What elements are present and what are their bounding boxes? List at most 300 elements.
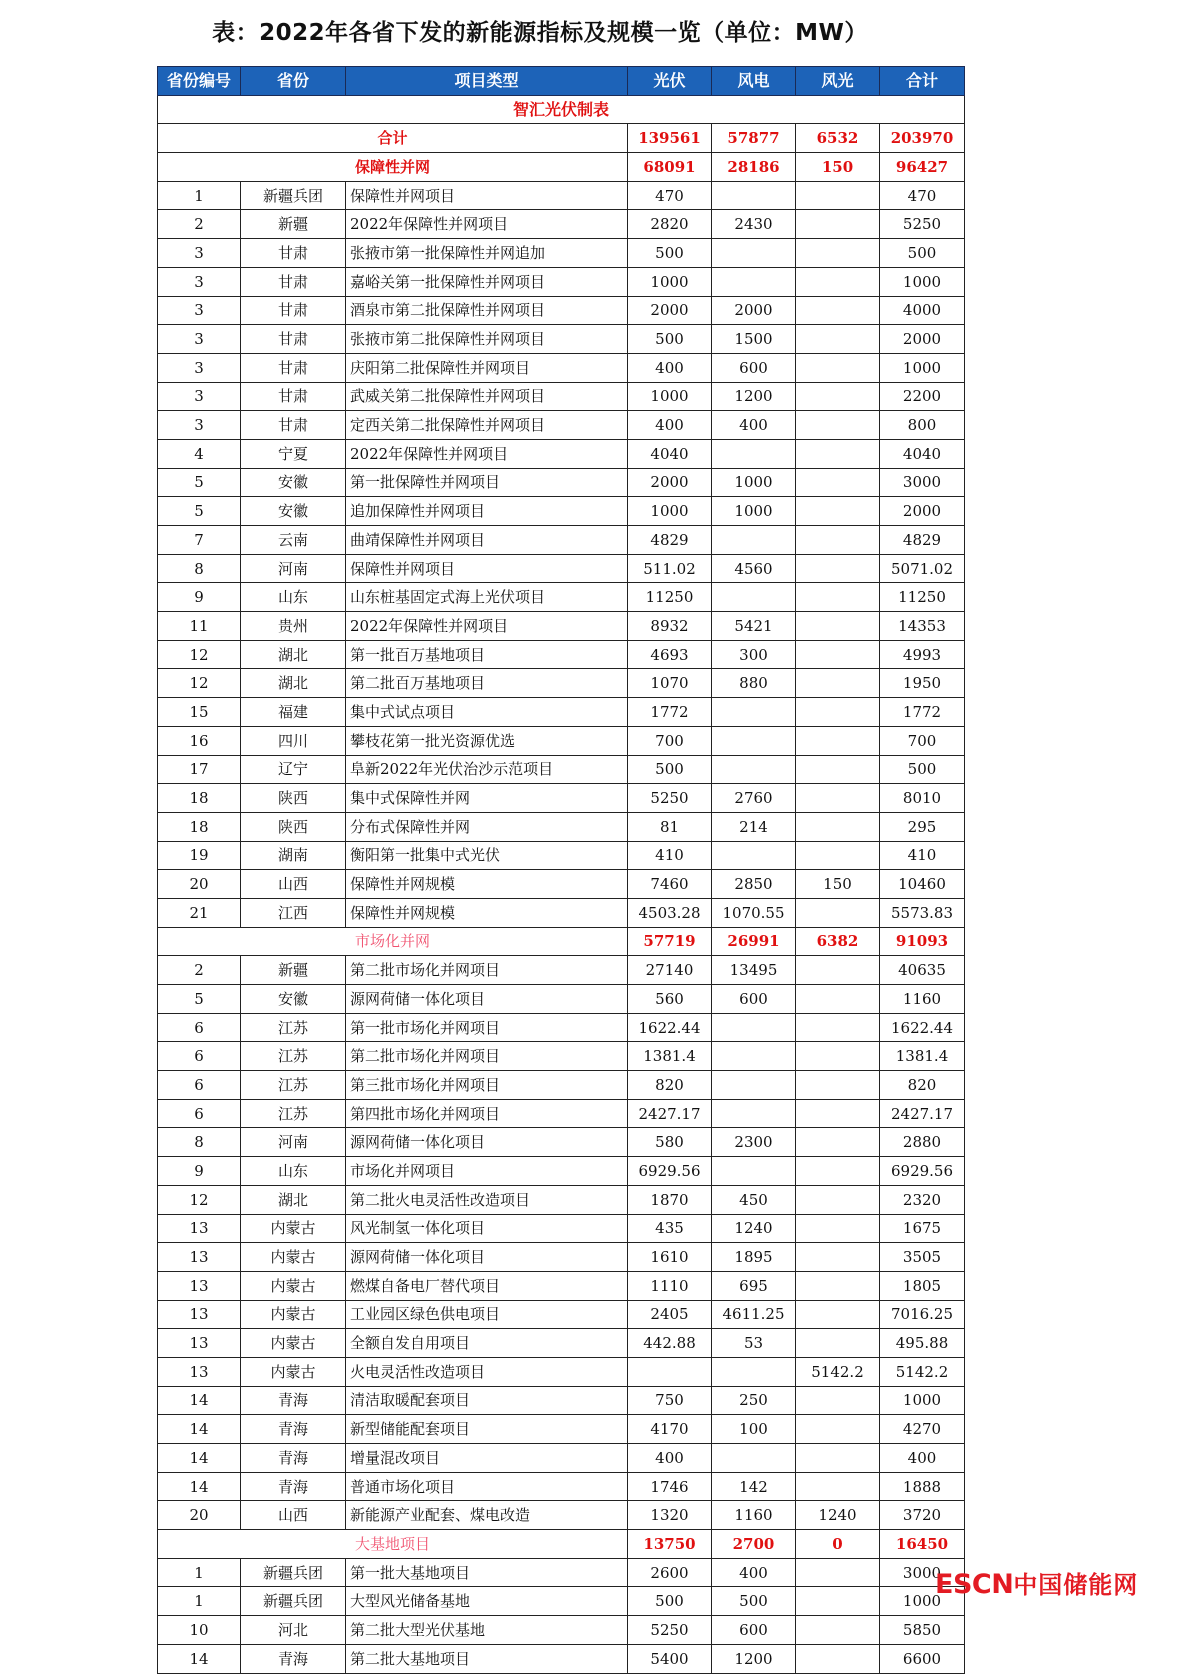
cell-total: 500 xyxy=(880,755,965,784)
cell-wind-pv: 1240 xyxy=(796,1501,880,1530)
cell-province: 河北 xyxy=(241,1616,346,1645)
cell-province: 安徽 xyxy=(241,468,346,497)
cell-wind-pv xyxy=(796,1099,880,1128)
cell-wind-pv xyxy=(796,181,880,210)
cell-pv: 400 xyxy=(628,1444,712,1473)
cell-project-type: 第二批大基地项目 xyxy=(346,1644,628,1673)
cell-wind: 600 xyxy=(712,1616,796,1645)
section-wind-pv: 150 xyxy=(796,153,880,182)
section-subtotal-row xyxy=(158,153,965,182)
table-row xyxy=(158,439,965,468)
cell-province: 湖北 xyxy=(241,640,346,669)
cell-project-type: 2022年保障性并网项目 xyxy=(346,210,628,239)
cell-project-type: 普通市场化项目 xyxy=(346,1472,628,1501)
cell-pv: 27140 xyxy=(628,956,712,985)
cell-wind: 300 xyxy=(712,640,796,669)
page-title: 表：2022年各省下发的新能源指标及规模一览（单位：MW） xyxy=(212,20,868,46)
cell-pv: 2427.17 xyxy=(628,1099,712,1128)
cell-project-type: 第二批市场化并网项目 xyxy=(346,956,628,985)
cell-pv: 435 xyxy=(628,1214,712,1243)
cell-province: 山西 xyxy=(241,1501,346,1530)
cell-wind: 100 xyxy=(712,1415,796,1444)
cell-province: 内蒙古 xyxy=(241,1357,346,1386)
table-row xyxy=(158,267,965,296)
cell-province: 青海 xyxy=(241,1415,346,1444)
cell-wind: 2760 xyxy=(712,784,796,813)
cell-wind-pv xyxy=(796,267,880,296)
section-wind-pv: 6382 xyxy=(796,927,880,956)
table-row xyxy=(158,898,965,927)
cell-pv: 470 xyxy=(628,181,712,210)
cell-pv: 2600 xyxy=(628,1558,712,1587)
cell-wind: 1200 xyxy=(712,382,796,411)
cell-total: 4000 xyxy=(880,296,965,325)
cell-wind-pv: 150 xyxy=(796,870,880,899)
cell-project-type: 追加保障性并网项目 xyxy=(346,497,628,526)
cell-project-type: 第一批百万基地项目 xyxy=(346,640,628,669)
cell-province: 福建 xyxy=(241,698,346,727)
cell-pv: 4829 xyxy=(628,526,712,555)
cell-province: 江苏 xyxy=(241,1071,346,1100)
cell-wind-pv xyxy=(796,1415,880,1444)
table-row xyxy=(158,583,965,612)
cell-total: 1160 xyxy=(880,985,965,1014)
cell-province-number: 3 xyxy=(158,267,241,296)
cell-project-type: 源网荷储一体化项目 xyxy=(346,985,628,1014)
cell-total: 1888 xyxy=(880,1472,965,1501)
cell-pv: 4040 xyxy=(628,439,712,468)
cell-project-type: 第三批市场化并网项目 xyxy=(346,1071,628,1100)
grand-total-sum: 203970 xyxy=(880,124,965,153)
cell-wind xyxy=(712,755,796,784)
cell-province-number: 18 xyxy=(158,784,241,813)
cell-province: 安徽 xyxy=(241,497,346,526)
cell-province-number: 13 xyxy=(158,1214,241,1243)
cell-project-type: 保障性并网项目 xyxy=(346,181,628,210)
cell-total: 2427.17 xyxy=(880,1099,965,1128)
cell-province: 内蒙古 xyxy=(241,1243,346,1272)
table-row xyxy=(158,1243,965,1272)
cell-province-number: 14 xyxy=(158,1415,241,1444)
cell-province: 青海 xyxy=(241,1444,346,1473)
cell-wind xyxy=(712,439,796,468)
cell-pv: 5400 xyxy=(628,1644,712,1673)
grand-total-label: 合计 xyxy=(158,124,628,153)
table-row xyxy=(158,181,965,210)
cell-wind-pv xyxy=(796,1616,880,1645)
cell-province: 江苏 xyxy=(241,1042,346,1071)
cell-project-type: 燃煤自备电厂替代项目 xyxy=(346,1271,628,1300)
cell-province-number: 7 xyxy=(158,526,241,555)
cell-total: 4829 xyxy=(880,526,965,555)
cell-total: 11250 xyxy=(880,583,965,612)
cell-province-number: 5 xyxy=(158,468,241,497)
table-row xyxy=(158,1386,965,1415)
cell-province-number: 5 xyxy=(158,497,241,526)
section-wind: 2700 xyxy=(712,1530,796,1559)
cell-province: 湖北 xyxy=(241,1185,346,1214)
table-row xyxy=(158,1013,965,1042)
cell-pv: 400 xyxy=(628,411,712,440)
cell-province-number: 3 xyxy=(158,353,241,382)
cell-pv: 1000 xyxy=(628,382,712,411)
cell-pv: 7460 xyxy=(628,870,712,899)
cell-province-number: 1 xyxy=(158,1558,241,1587)
cell-province: 甘肃 xyxy=(241,411,346,440)
cell-province: 湖北 xyxy=(241,669,346,698)
table-row xyxy=(158,1644,965,1673)
cell-province: 甘肃 xyxy=(241,267,346,296)
cell-province: 甘肃 xyxy=(241,296,346,325)
cell-wind: 1000 xyxy=(712,468,796,497)
table-row xyxy=(158,1214,965,1243)
cell-project-type: 曲靖保障性并网项目 xyxy=(346,526,628,555)
cell-wind: 2850 xyxy=(712,870,796,899)
cell-project-type: 清洁取暖配套项目 xyxy=(346,1386,628,1415)
cell-total: 4993 xyxy=(880,640,965,669)
table-row xyxy=(158,726,965,755)
cell-total: 2200 xyxy=(880,382,965,411)
cell-total: 3000 xyxy=(880,468,965,497)
table-row xyxy=(158,956,965,985)
cell-wind-pv xyxy=(796,1128,880,1157)
cell-wind xyxy=(712,1444,796,1473)
cell-province: 内蒙古 xyxy=(241,1300,346,1329)
cell-wind xyxy=(712,1013,796,1042)
cell-pv: 560 xyxy=(628,985,712,1014)
cell-wind: 5421 xyxy=(712,612,796,641)
table-row xyxy=(158,1587,965,1616)
table-row xyxy=(158,1415,965,1444)
cell-province-number: 3 xyxy=(158,325,241,354)
cell-pv: 580 xyxy=(628,1128,712,1157)
cell-total: 1381.4 xyxy=(880,1042,965,1071)
cell-wind-pv xyxy=(796,726,880,755)
cell-project-type: 保障性并网规模 xyxy=(346,898,628,927)
cell-project-type: 2022年保障性并网项目 xyxy=(346,439,628,468)
table-row xyxy=(158,526,965,555)
cell-total: 6600 xyxy=(880,1644,965,1673)
cell-total: 14353 xyxy=(880,612,965,641)
cell-wind-pv xyxy=(796,382,880,411)
cell-wind xyxy=(712,583,796,612)
cell-province-number: 3 xyxy=(158,382,241,411)
cell-project-type: 酒泉市第二批保障性并网项目 xyxy=(346,296,628,325)
cell-pv: 500 xyxy=(628,1587,712,1616)
cell-project-type: 保障性并网项目 xyxy=(346,554,628,583)
cell-wind: 600 xyxy=(712,353,796,382)
cell-province-number: 20 xyxy=(158,1501,241,1530)
cell-wind-pv xyxy=(796,1071,880,1100)
table-row xyxy=(158,554,965,583)
cell-project-type: 张掖市第一批保障性并网追加 xyxy=(346,239,628,268)
cell-province-number: 2 xyxy=(158,210,241,239)
cell-province: 四川 xyxy=(241,726,346,755)
cell-province: 江苏 xyxy=(241,1099,346,1128)
cell-province-number: 2 xyxy=(158,956,241,985)
grand-total-row xyxy=(158,124,965,153)
cell-project-type: 市场化并网项目 xyxy=(346,1157,628,1186)
cell-project-type: 第二批市场化并网项目 xyxy=(346,1042,628,1071)
cell-pv: 4503.28 xyxy=(628,898,712,927)
table-row xyxy=(158,1042,965,1071)
cell-project-type: 山东桩基固定式海上光伏项目 xyxy=(346,583,628,612)
cell-wind-pv: 5142.2 xyxy=(796,1357,880,1386)
cell-province-number: 13 xyxy=(158,1300,241,1329)
section-sum: 96427 xyxy=(880,153,965,182)
cell-pv: 1320 xyxy=(628,1501,712,1530)
cell-wind: 2300 xyxy=(712,1128,796,1157)
cell-wind-pv xyxy=(796,468,880,497)
table-row xyxy=(158,755,965,784)
cell-wind: 1500 xyxy=(712,325,796,354)
cell-province-number: 14 xyxy=(158,1472,241,1501)
cell-wind: 695 xyxy=(712,1271,796,1300)
cell-wind xyxy=(712,267,796,296)
cell-wind-pv xyxy=(796,554,880,583)
header-province: 省份 xyxy=(241,67,346,96)
cell-province-number: 12 xyxy=(158,640,241,669)
cell-pv: 1381.4 xyxy=(628,1042,712,1071)
indicator-table xyxy=(157,66,965,1674)
cell-wind: 500 xyxy=(712,1587,796,1616)
cell-project-type: 新能源产业配套、煤电改造 xyxy=(346,1501,628,1530)
table-row xyxy=(158,1185,965,1214)
cell-province-number: 14 xyxy=(158,1444,241,1473)
cell-wind-pv xyxy=(796,956,880,985)
cell-project-type: 大型风光储备基地 xyxy=(346,1587,628,1616)
header-province-number: 省份编号 xyxy=(158,67,241,96)
cell-province: 甘肃 xyxy=(241,325,346,354)
grand-total-wind-pv: 6532 xyxy=(796,124,880,153)
table-row xyxy=(158,640,965,669)
cell-wind-pv xyxy=(796,640,880,669)
section-name: 大基地项目 xyxy=(158,1530,628,1559)
cell-pv: 1870 xyxy=(628,1185,712,1214)
table-row xyxy=(158,1444,965,1473)
header-row xyxy=(158,67,965,96)
cell-wind: 1240 xyxy=(712,1214,796,1243)
cell-total: 4270 xyxy=(880,1415,965,1444)
cell-project-type: 第二批大型光伏基地 xyxy=(346,1616,628,1645)
cell-wind-pv xyxy=(796,210,880,239)
cell-wind: 2430 xyxy=(712,210,796,239)
cell-province-number: 12 xyxy=(158,1185,241,1214)
cell-total: 1622.44 xyxy=(880,1013,965,1042)
cell-province: 辽宁 xyxy=(241,755,346,784)
cell-province-number: 19 xyxy=(158,841,241,870)
cell-pv: 1110 xyxy=(628,1271,712,1300)
cell-project-type: 源网荷储一体化项目 xyxy=(346,1243,628,1272)
cell-province-number: 13 xyxy=(158,1271,241,1300)
cell-pv: 750 xyxy=(628,1386,712,1415)
cell-wind-pv xyxy=(796,1329,880,1358)
cell-project-type: 火电灵活性改造项目 xyxy=(346,1357,628,1386)
table-row xyxy=(158,1501,965,1530)
cell-total: 10460 xyxy=(880,870,965,899)
table-row xyxy=(158,382,965,411)
cell-province: 新疆兵团 xyxy=(241,1558,346,1587)
cell-province-number: 1 xyxy=(158,1587,241,1616)
cell-pv: 500 xyxy=(628,755,712,784)
section-pv: 57719 xyxy=(628,927,712,956)
cell-province-number: 3 xyxy=(158,411,241,440)
cell-wind-pv xyxy=(796,612,880,641)
cell-total: 5850 xyxy=(880,1616,965,1645)
cell-pv: 1622.44 xyxy=(628,1013,712,1042)
cell-wind-pv xyxy=(796,439,880,468)
cell-wind xyxy=(712,726,796,755)
cell-wind: 142 xyxy=(712,1472,796,1501)
cell-province-number: 13 xyxy=(158,1357,241,1386)
table-row xyxy=(158,870,965,899)
table-row xyxy=(158,1099,965,1128)
table-row xyxy=(158,812,965,841)
cell-pv: 1000 xyxy=(628,267,712,296)
cell-project-type: 攀枝花第一批光资源优选 xyxy=(346,726,628,755)
cell-wind-pv xyxy=(796,1300,880,1329)
cell-total: 3000 xyxy=(880,1558,965,1587)
cell-province-number: 8 xyxy=(158,1128,241,1157)
cell-total: 1000 xyxy=(880,1386,965,1415)
cell-wind: 400 xyxy=(712,411,796,440)
cell-wind-pv xyxy=(796,411,880,440)
table-row xyxy=(158,468,965,497)
cell-province: 贵州 xyxy=(241,612,346,641)
table-row xyxy=(158,1329,965,1358)
cell-pv: 81 xyxy=(628,812,712,841)
cell-province-number: 8 xyxy=(158,554,241,583)
cell-total: 2880 xyxy=(880,1128,965,1157)
logo-chinese: 中国储能网 xyxy=(1013,1571,1139,1599)
header-total: 合计 xyxy=(880,67,965,96)
cell-province: 河南 xyxy=(241,1128,346,1157)
table-row xyxy=(158,784,965,813)
cell-province: 新疆 xyxy=(241,210,346,239)
cell-wind-pv xyxy=(796,1185,880,1214)
cell-pv: 1000 xyxy=(628,497,712,526)
cell-wind: 1160 xyxy=(712,1501,796,1530)
cell-wind-pv xyxy=(796,353,880,382)
cell-province: 青海 xyxy=(241,1472,346,1501)
cell-wind-pv xyxy=(796,1472,880,1501)
cell-pv: 511.02 xyxy=(628,554,712,583)
cell-province: 河南 xyxy=(241,554,346,583)
cell-province-number: 17 xyxy=(158,755,241,784)
cell-province-number: 18 xyxy=(158,812,241,841)
cell-pv: 8932 xyxy=(628,612,712,641)
cell-province: 陕西 xyxy=(241,784,346,813)
cell-project-type: 第四批市场化并网项目 xyxy=(346,1099,628,1128)
cell-wind-pv xyxy=(796,1013,880,1042)
cell-wind: 880 xyxy=(712,669,796,698)
cell-province: 江西 xyxy=(241,898,346,927)
cell-total: 1675 xyxy=(880,1214,965,1243)
section-subtotal-row xyxy=(158,927,965,956)
cell-project-type: 工业园区绿色供电项目 xyxy=(346,1300,628,1329)
cell-province-number: 5 xyxy=(158,985,241,1014)
cell-wind-pv xyxy=(796,898,880,927)
cell-wind-pv xyxy=(796,1558,880,1587)
cell-total: 500 xyxy=(880,239,965,268)
cell-total: 2000 xyxy=(880,325,965,354)
cell-wind xyxy=(712,698,796,727)
header-pv: 光伏 xyxy=(628,67,712,96)
cell-province: 山东 xyxy=(241,1157,346,1186)
cell-province-number: 14 xyxy=(158,1644,241,1673)
cell-wind-pv xyxy=(796,239,880,268)
table-row xyxy=(158,1472,965,1501)
section-sum: 91093 xyxy=(880,927,965,956)
cell-wind-pv xyxy=(796,1042,880,1071)
section-wind: 28186 xyxy=(712,153,796,182)
table-row xyxy=(158,1357,965,1386)
cell-total: 5071.02 xyxy=(880,554,965,583)
cell-wind xyxy=(712,1042,796,1071)
banner-text: 智汇光伏制表 xyxy=(158,95,965,124)
cell-project-type: 定西关第二批保障性并网项目 xyxy=(346,411,628,440)
cell-wind-pv xyxy=(796,497,880,526)
table-row xyxy=(158,296,965,325)
cell-total: 5142.2 xyxy=(880,1357,965,1386)
section-name: 市场化并网 xyxy=(158,927,628,956)
table-row xyxy=(158,1271,965,1300)
cell-province: 新疆 xyxy=(241,956,346,985)
cell-total: 800 xyxy=(880,411,965,440)
cell-province-number: 14 xyxy=(158,1386,241,1415)
section-wind-pv: 0 xyxy=(796,1530,880,1559)
cell-pv: 5250 xyxy=(628,784,712,813)
cell-wind-pv xyxy=(796,755,880,784)
cell-total: 1000 xyxy=(880,353,965,382)
cell-pv xyxy=(628,1357,712,1386)
table-row xyxy=(158,1558,965,1587)
header-wind-pv: 风光 xyxy=(796,67,880,96)
cell-wind: 53 xyxy=(712,1329,796,1358)
cell-pv: 700 xyxy=(628,726,712,755)
cell-province: 内蒙古 xyxy=(241,1271,346,1300)
cell-province: 宁夏 xyxy=(241,439,346,468)
table-row xyxy=(158,210,965,239)
cell-wind xyxy=(712,1099,796,1128)
cell-wind-pv xyxy=(796,296,880,325)
cell-province: 甘肃 xyxy=(241,239,346,268)
cell-total: 1000 xyxy=(880,267,965,296)
cell-total: 1000 xyxy=(880,1587,965,1616)
cell-project-type: 第一批保障性并网项目 xyxy=(346,468,628,497)
cell-wind xyxy=(712,841,796,870)
section-pv: 13750 xyxy=(628,1530,712,1559)
table-row xyxy=(158,1300,965,1329)
cell-province-number: 9 xyxy=(158,1157,241,1186)
cell-project-type: 衡阳第一批集中式光伏 xyxy=(346,841,628,870)
cell-province: 内蒙古 xyxy=(241,1329,346,1358)
cell-province: 新疆兵团 xyxy=(241,181,346,210)
cell-total: 1772 xyxy=(880,698,965,727)
banner-row xyxy=(158,95,965,124)
grand-total-wind: 57877 xyxy=(712,124,796,153)
cell-wind xyxy=(712,181,796,210)
cell-wind-pv xyxy=(796,698,880,727)
cell-wind: 1070.55 xyxy=(712,898,796,927)
cell-wind: 1895 xyxy=(712,1243,796,1272)
cell-pv: 2000 xyxy=(628,296,712,325)
cell-project-type: 新型储能配套项目 xyxy=(346,1415,628,1444)
cell-province: 甘肃 xyxy=(241,353,346,382)
cell-total: 295 xyxy=(880,812,965,841)
table-row xyxy=(158,497,965,526)
table-row xyxy=(158,325,965,354)
